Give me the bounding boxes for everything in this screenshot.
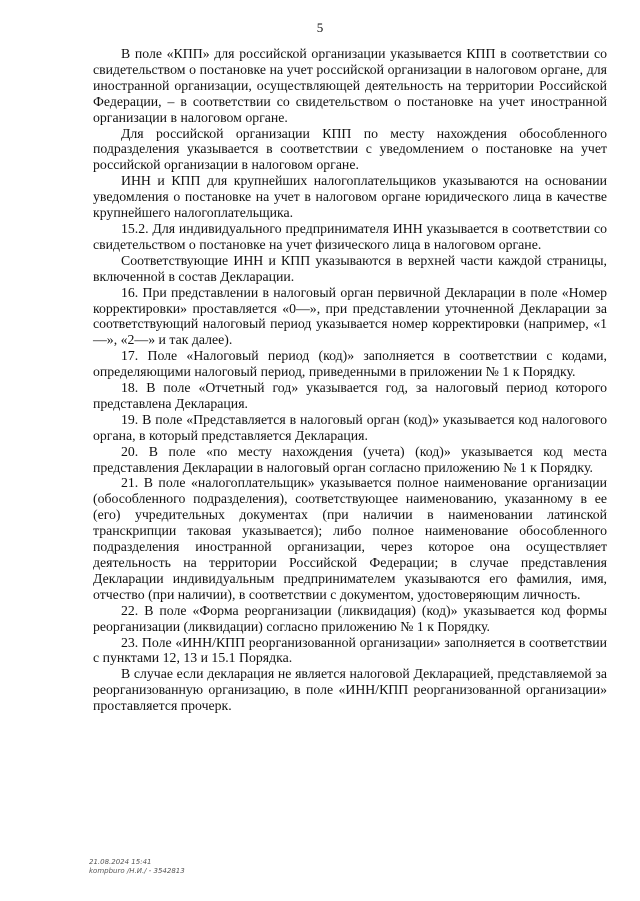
paragraph-20: 20. В поле «по месту нахождения (учета) (код)» указывается код места представления Декларации в налоговый орган согласно приложению № 1 к Порядку.: [93, 443, 607, 475]
paragraph-largest-taxpayers: ИНН и КПП для крупнейших налогоплательщиков указываются на основании уведомления о постановке на учет в налоговом органе юридического лица в качестве крупнейшего налогоплательщика.: [93, 173, 607, 221]
paragraph-17: 17. Поле «Налоговый период (код)» заполняется в соответствии с кодами, определяющими налоговый период, приведенными в приложении № 1 к Порядку.: [93, 348, 607, 380]
paragraph-inn-kpp-pages: Соответствующие ИНН и КПП указываются в верхней части каждой страницы, включенной в состав Декларации.: [93, 252, 607, 284]
paragraph-15-2: 15.2. Для индивидуального предпринимателя ИНН указывается в соответствии со свидетельством о постановке на учет физического лица в налоговом органе.: [93, 220, 607, 252]
paragraph-18: 18. В поле «Отчетный год» указывается год, за налоговый период которого представлена Декларация.: [93, 380, 607, 411]
paragraph-dash-note: В случае если декларация не является налоговой Декларацией, представляемой за реорганизованную организацию, в поле «ИНН/КПП реорганизованной организации» проставляется прочерк.: [93, 666, 607, 714]
document-body: [93, 46, 607, 714]
paragraph-19: 19. В поле «Представляется в налоговый орган (код)» указывается код налогового органа, в который представляется Декларация.: [93, 411, 607, 443]
footer-operator: kompburo /Н.И./ - 3542813: [89, 867, 185, 875]
paragraph-16: 16. При представлении в налоговый орган первичной Декларации в поле «Номер корректировки» проставляется «0—», при представлении уточненной Декларации за соответствующий налоговый период указывается номер корректировки (например, «1—», «2—» и так далее).: [93, 284, 607, 348]
paragraph-kpp: В поле «КПП» для российской организации указывается КПП в соответствии со свидетельством о постановке на учет российской организации в налоговом органе, для иностранной организации, осуществляющей деятельность на территории Российской Федерации, – в соответствии со свидетельством о постановке на учет иностранной организации в налоговом органе.: [93, 46, 607, 125]
paragraph-21: 21. В поле «налогоплательщик» указывается полное наименование организации (обособленного подразделения), соответствующее наименованию, указанному в ее (его) учредительных документах (при наличии в наименовании латинской транскрипции таковая указывается); либо полное наименование обособленного подразделения иностранной организации, через которое она осуществляет деятельность на территории Российской Федерации; в случае представления Декларации индивидуальным предпринимателем указываются его фамилия, имя, отчество (при наличии), в соответствии с документом, удостоверяющим личность.: [93, 475, 607, 602]
paragraph-23: 23. Поле «ИНН/КПП реорганизованной организации» заполняется в соответствии с пунктами 12, 13 и 15.1 Порядка.: [93, 634, 607, 666]
paragraph-kpp-branch: Для российской организации КПП по месту нахождения обособленного подразделения указывается в соответствии с уведомлением о постановке на учет российской организации в налоговом органе.: [93, 125, 607, 173]
page-number: 5: [316, 20, 324, 35]
footer-stamp: [89, 858, 185, 876]
paragraph-22: 22. В поле «Форма реорганизации (ликвидация) (код)» указывается код формы реорганизации (ликвидации) согласно приложению № 1 к Порядку.: [93, 602, 607, 634]
footer-date: 21.08.2024 15:41: [89, 858, 152, 866]
